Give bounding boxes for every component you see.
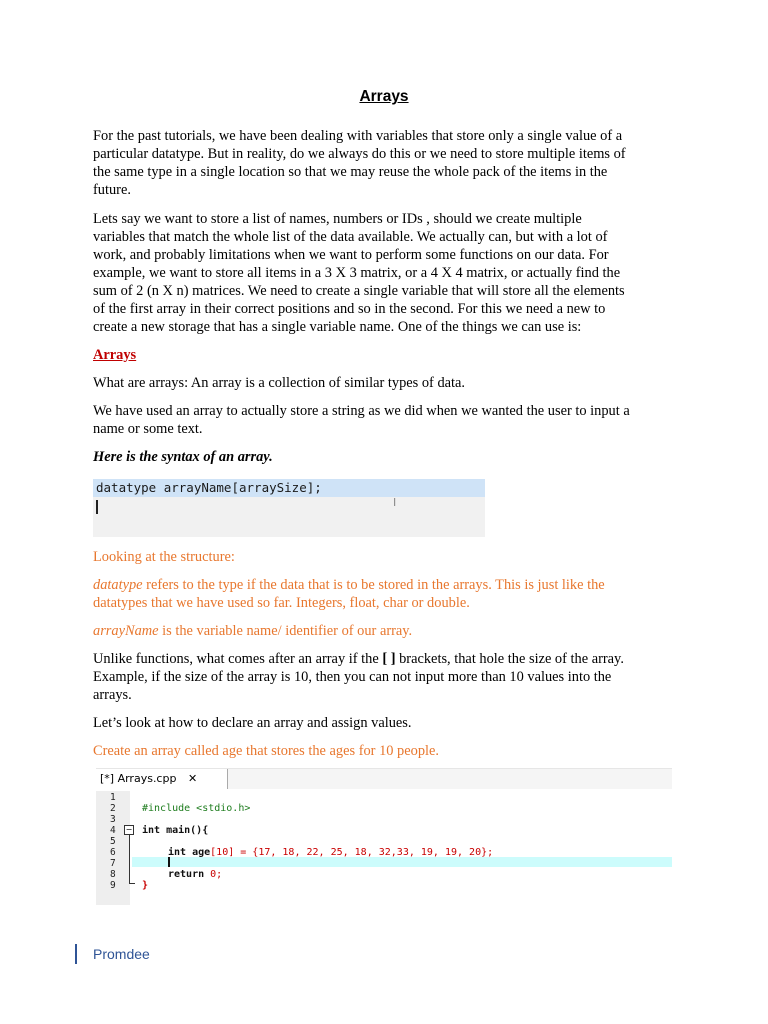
task-paragraph: Create an array called age that stores the ages for 10 people. bbox=[93, 743, 440, 759]
code-return-value: 0; bbox=[204, 869, 223, 880]
code-index: [10] bbox=[210, 847, 235, 858]
datatype-paragraph bbox=[93, 576, 678, 612]
close-icon: ✕ bbox=[188, 772, 198, 785]
line-number: 5 bbox=[110, 836, 116, 847]
brackets-text: [ ] bbox=[382, 651, 396, 667]
syntax-screenshot bbox=[93, 479, 485, 537]
editor-cursor bbox=[168, 857, 170, 867]
fold-toggle-icon: − bbox=[125, 825, 133, 834]
code-line-2: #include <stdio.h> bbox=[142, 803, 251, 814]
code-keyword: return bbox=[168, 869, 205, 880]
syntax-heading: Here is the syntax of an array. bbox=[93, 449, 273, 465]
syntax-code-text: datatype arrayName[arraySize]; bbox=[96, 480, 322, 495]
string-paragraph: We have used an array to actually store a string as we did when we wanted the user to input a name or some text. bbox=[93, 403, 630, 437]
footer-accent-bar bbox=[75, 944, 77, 964]
code-initializer: = {17, 18, 22, 25, 18, 32,33, 19, 19, 20}; bbox=[234, 847, 494, 858]
line-number: 6 bbox=[110, 847, 116, 858]
code-line-4: int main(){ bbox=[142, 825, 209, 836]
datatype-term: datatype bbox=[93, 577, 143, 593]
definition-paragraph: What are arrays: An array is a collection of similar types of data. bbox=[93, 375, 466, 391]
line-number: 9 bbox=[110, 880, 116, 891]
editor-tab-bar bbox=[96, 769, 672, 789]
line-number: 1 bbox=[110, 792, 116, 803]
size-paragraph bbox=[93, 650, 678, 704]
syntax-code bbox=[93, 479, 485, 497]
page-title: Arrays bbox=[359, 88, 409, 105]
motivation-paragraph: Lets say we want to store a list of names, numbers or IDs , should we create multiple variables that match the whole list of the data available. We actually can, but with a lot of work, and probably limitations when we want to perform some functions on our data. For example, we want to store all items in a 3 X 3 matrix, or a 4 X 4 matrix, or actually find the sum of 2 (n X n) matrices. We need to create a single variable that will store all the elements of the first array in their correct positions and so in the second. For this we need a new to create a new storage that has a single variable name. One of the things we can use is: bbox=[93, 211, 625, 335]
line-number: 3 bbox=[110, 814, 116, 825]
line-number-gutter bbox=[96, 791, 130, 905]
declare-paragraph: Let’s look at how to declare an array and assign values. bbox=[93, 715, 412, 731]
code-editor-screenshot bbox=[96, 768, 672, 905]
datatype-description: refers to the type if the data that is to be stored in the arrays. This is just like the datatypes that we have used so far. Integers, float, char or double. bbox=[93, 577, 605, 611]
arrayname-description: is the variable name/ identifier of our array. bbox=[158, 623, 413, 639]
line-number: 4 bbox=[110, 825, 116, 836]
text-cursor bbox=[96, 500, 98, 514]
footer-author: Promdee bbox=[93, 946, 150, 962]
code-line-6 bbox=[168, 848, 493, 859]
line-number: 8 bbox=[110, 869, 116, 880]
tab-arrays-cpp bbox=[96, 769, 228, 789]
structure-intro: Looking at the structure: bbox=[93, 549, 235, 565]
ibeam-cursor-icon: I bbox=[393, 496, 397, 509]
intro-paragraph: For the past tutorials, we have been dealing with variables that store only a single value of a particular datatype. But in reality, do we always do this or we need to store multiple items of the same type in a single location so that we may reuse the whole pack of the items in the future. bbox=[93, 128, 626, 198]
arrayname-paragraph bbox=[93, 622, 678, 640]
code-line-9: } bbox=[142, 880, 149, 891]
fold-guide-end bbox=[129, 883, 135, 884]
fold-guide bbox=[129, 835, 130, 883]
arrayname-term: arrayName bbox=[93, 623, 159, 639]
line-number: 2 bbox=[110, 803, 116, 814]
line-number: 7 bbox=[110, 858, 116, 869]
size-text-b: brackets, that hole the size of the array. Example, if the size of the array is 10, then you can not input more than 10 values into the arrays. bbox=[93, 651, 624, 703]
code-line-8 bbox=[168, 870, 222, 881]
size-text-a: Unlike functions, what comes after an array if the bbox=[93, 651, 383, 667]
code-keyword: int age bbox=[168, 847, 211, 858]
current-line-highlight bbox=[132, 857, 672, 867]
arrays-heading: Arrays bbox=[93, 347, 137, 363]
tab-label: [*] Arrays.cpp bbox=[100, 772, 177, 785]
